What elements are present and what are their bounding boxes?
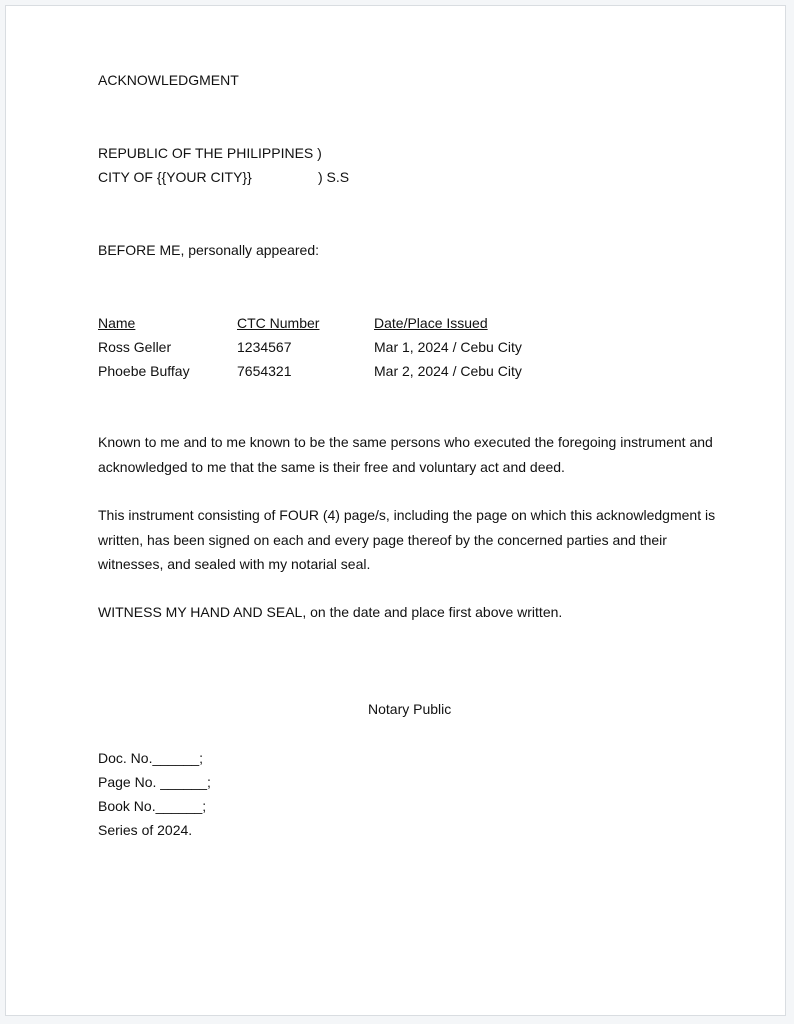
paragraph-instrument	[98, 503, 715, 577]
doc-no: Doc. No.______;	[98, 750, 204, 766]
header-ctc-number: CTC Number	[237, 315, 320, 331]
cell-date-place: Mar 2, 2024 / Cebu City	[374, 363, 522, 379]
paragraph-line: WITNESS MY HAND AND SEAL, on the date and place first above written.	[98, 604, 563, 620]
document-title: ACKNOWLEDGMENT	[98, 72, 239, 88]
cell-date-place: Mar 1, 2024 / Cebu City	[374, 339, 522, 355]
cell-ctc-number: 1234567	[237, 339, 292, 355]
intro-text: BEFORE ME, personally appeared:	[98, 242, 319, 258]
venue-republic: REPUBLIC OF THE PHILIPPINES )	[98, 145, 322, 161]
paragraph-line: Known to me and to me known to be the same persons who executed the foregoing instrument and	[98, 434, 713, 450]
venue-city: CITY OF {{YOUR CITY}}	[98, 169, 252, 185]
series: Series of 2024.	[98, 822, 193, 838]
cell-ctc-number: 7654321	[237, 363, 292, 379]
notary-public-label: Notary Public	[368, 701, 452, 717]
paragraph-line: witnesses, and sealed with my notarial seal.	[98, 556, 371, 572]
cell-name: Phoebe Buffay	[98, 363, 190, 379]
page-no: Page No. ______;	[98, 774, 211, 790]
paragraph-line: This instrument consisting of FOUR (4) page/s, including the page on which this acknowledgment is	[98, 507, 716, 523]
cell-name: Ross Geller	[98, 339, 172, 355]
paragraph-line: written, has been signed on each and every page thereof by the concerned parties and their	[98, 531, 667, 548]
header-name: Name	[98, 315, 136, 331]
document-page	[5, 5, 786, 1016]
paragraph-known-to-me	[98, 430, 713, 479]
book-no: Book No.______;	[98, 798, 207, 814]
paragraph-line: acknowledged to me that the same is their free and voluntary act and deed.	[98, 458, 565, 475]
venue-ss: ) S.S	[318, 169, 350, 185]
paragraph-witness	[98, 600, 562, 625]
header-date-place: Date/Place Issued	[374, 315, 488, 331]
